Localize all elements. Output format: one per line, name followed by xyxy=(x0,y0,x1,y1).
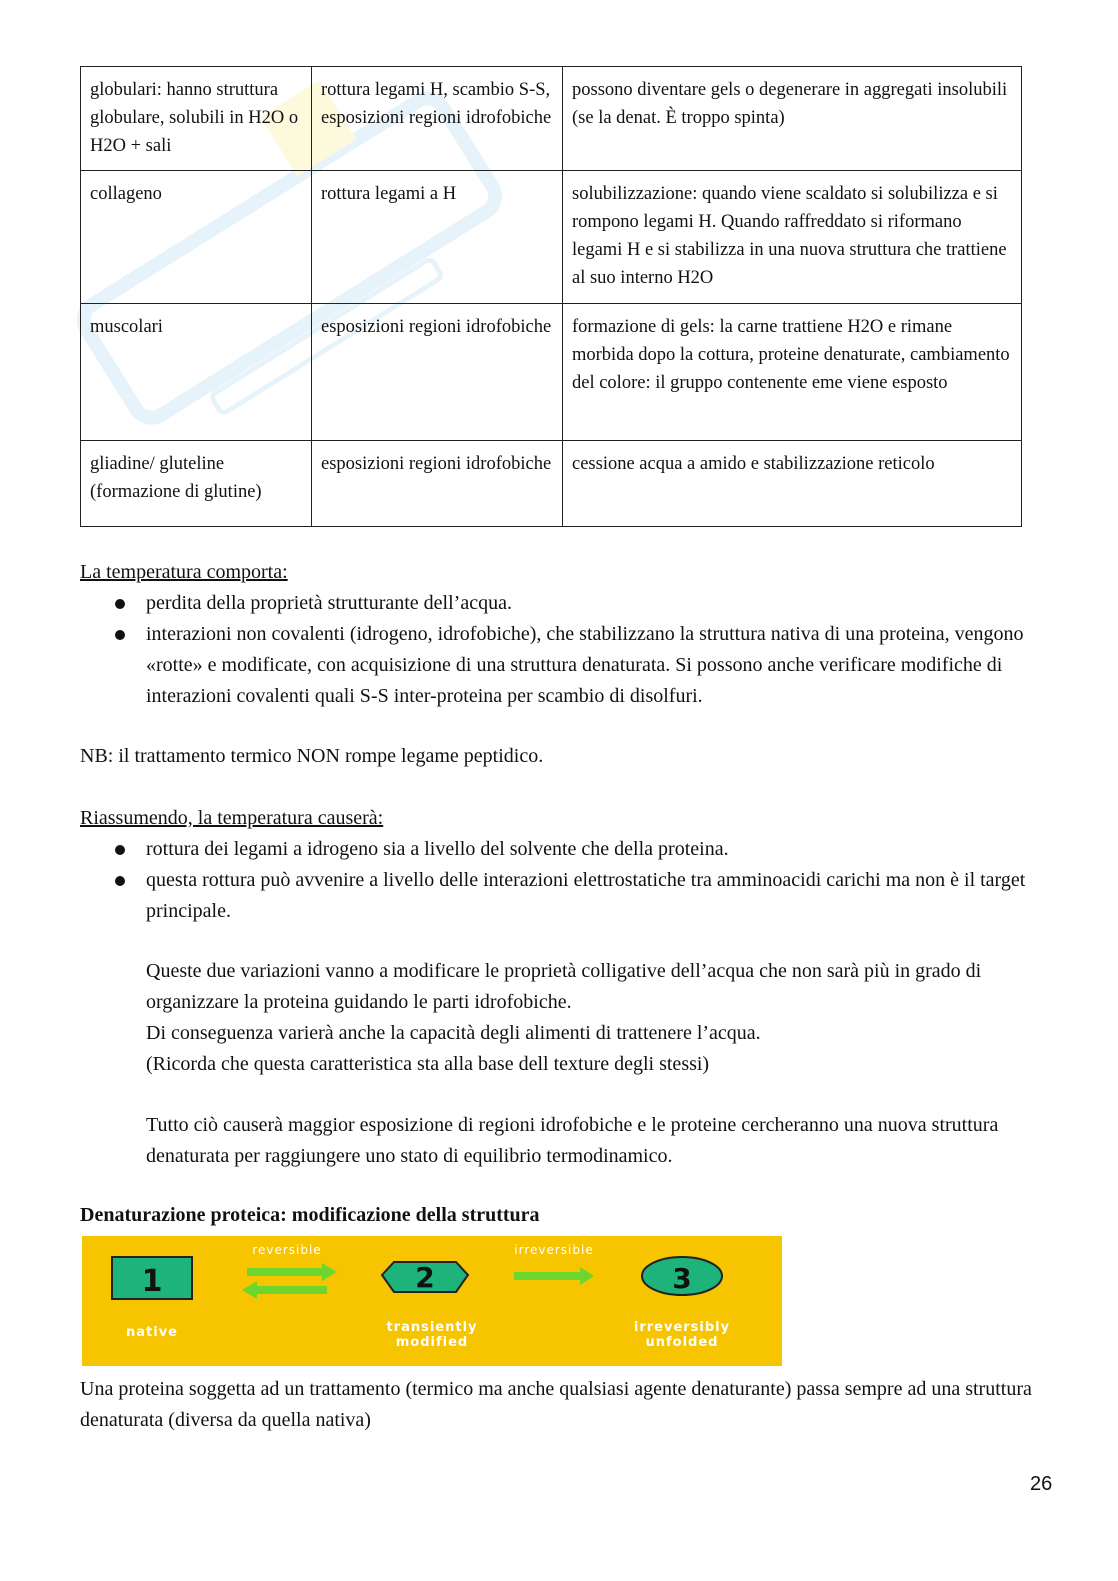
denaturation-diagram xyxy=(82,1236,782,1366)
table-cell: esposizioni regioni idrofobiche xyxy=(312,441,563,527)
table-cell: esposizioni regioni idrofobiche xyxy=(312,304,563,441)
protein-denaturation-table xyxy=(80,66,1022,527)
stage-label: irreversibly xyxy=(633,1320,731,1335)
section-title: Riassumendo, la temperatura causerà: xyxy=(80,807,384,829)
stage-number: 3 xyxy=(672,1262,692,1295)
table-row xyxy=(81,67,1022,171)
bullet-list xyxy=(80,834,1070,927)
backward-arrow-icon xyxy=(242,1281,327,1299)
list-item: perdita della proprietà strutturante dell’acqua. xyxy=(80,588,1070,619)
arrow-label: reversible xyxy=(252,1243,322,1257)
page-number: 26 xyxy=(1030,1473,1053,1495)
paragraph-line: Di conseguenza varierà anche la capacità degli alimenti di trattenere l’acqua. xyxy=(146,1022,761,1044)
forward-arrow-icon xyxy=(514,1267,594,1285)
section-heading: Denaturazione proteica: modificazione della struttura xyxy=(80,1204,540,1226)
paragraph-line: (Ricorda che questa caratteristica sta alla base dell texture degli stessi) xyxy=(146,1053,710,1075)
table-cell: rottura legami a H xyxy=(312,171,563,304)
table-cell: cessione acqua a amido e stabilizzazione reticolo xyxy=(563,441,1022,527)
paragraph xyxy=(146,956,1066,1080)
closing-paragraph: Una proteina soggetta ad un trattamento (termico ma anche qualsiasi agente denaturante) passa sempre ad una struttura denaturata (diversa da quella nativa) xyxy=(80,1378,1032,1431)
list-item: rottura dei legami a idrogeno sia a livello del solvente che della proteina. xyxy=(80,834,1070,865)
table-cell: muscolari xyxy=(81,304,312,441)
table-cell: possono diventare gels o degenerare in aggregati insolubili (se la denat. È troppo spinta) xyxy=(563,67,1022,171)
table-cell: formazione di gels: la carne trattiene H2O e rimane morbida dopo la cottura, proteine denaturate, cambiamento del colore: il gruppo contenente eme viene esposto xyxy=(563,304,1022,441)
forward-arrow-icon xyxy=(247,1263,337,1281)
nb-note: NB: il trattamento termico NON rompe legame peptidico. xyxy=(80,745,544,767)
table-cell: rottura legami H, scambio S-S, esposizioni regioni idrofobiche xyxy=(312,67,563,171)
stage-label: transiently xyxy=(386,1320,478,1335)
stage-label: unfolded xyxy=(645,1335,719,1350)
stage-number: 1 xyxy=(141,1264,163,1299)
table-cell: globulari: hanno struttura globulare, solubili in H2O o H2O + sali xyxy=(81,67,312,171)
stage-label: native xyxy=(126,1325,178,1340)
stage-number: 2 xyxy=(415,1261,435,1294)
section-title: La temperatura comporta: xyxy=(80,561,288,583)
stage-label: modified xyxy=(395,1335,469,1350)
table-row xyxy=(81,171,1022,304)
arrow-label: irreversible xyxy=(514,1243,594,1257)
bullet-list xyxy=(80,588,1070,712)
table-row xyxy=(81,304,1022,441)
paragraph: Tutto ciò causerà maggior esposizione di regioni idrofobiche e le proteine cercheranno una nuova struttura denaturata per raggiungere uno stato di equilibrio termodinamico. xyxy=(146,1114,999,1167)
table-row xyxy=(81,441,1022,527)
list-item: questa rottura può avvenire a livello delle interazioni elettrostatiche tra amminoacidi carichi ma non è il target principale. xyxy=(80,865,1070,927)
table-cell: gliadine/ gluteline (formazione di glutine) xyxy=(81,441,312,527)
paragraph-line: Queste due variazioni vanno a modificare le proprietà colligative dell’acqua che non sarà più in grado di organizzare la proteina guidando le parti idrofobiche. xyxy=(146,960,982,1013)
list-item: interazioni non covalenti (idrogeno, idrofobiche), che stabilizzano la struttura nativa di una proteina, vengono «rotte» e modificate, con acquisizione di una struttura denaturata. Si possono anche verificare modifiche di interazioni covalenti quali S-S inter-proteina per scambio di disolfuri. xyxy=(80,619,1070,712)
table-cell: collageno xyxy=(81,171,312,304)
table-cell: solubilizzazione: quando viene scaldato si solubilizza e si rompono legami H. Quando raffreddato si riformano legami H e si stabilizza in una nuova struttura che trattiene al suo interno H2O xyxy=(563,171,1022,304)
